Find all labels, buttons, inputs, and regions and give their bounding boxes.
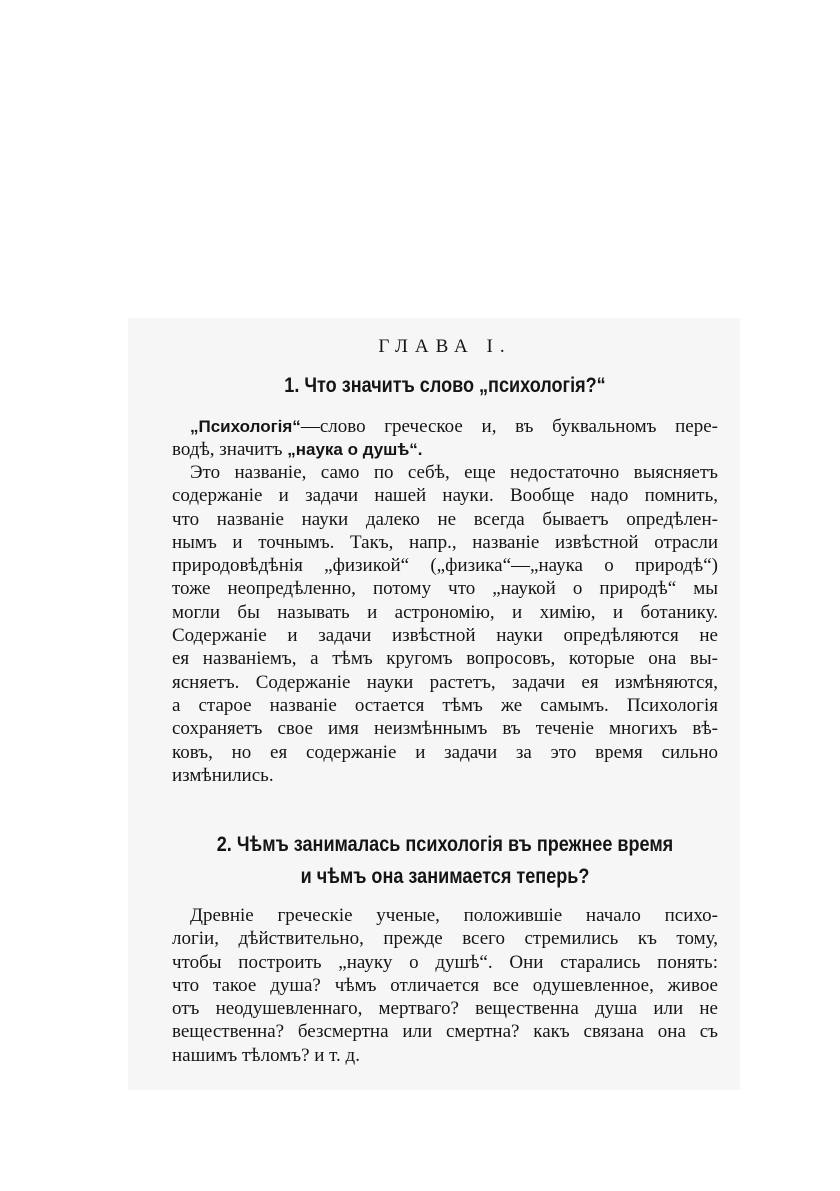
section-2-title-line: и чѣмъ она занимается теперь? <box>300 865 590 888</box>
term-psychology: „Психологія“ <box>190 417 301 436</box>
paragraph-line: содержаніе и задачи нашей науки. Вообще надо помнить, <box>172 485 718 507</box>
paragraph-line: тоже неопредѣленно, потому что „наукой о природѣ“ мы <box>172 578 718 600</box>
paragraph-line: ковъ, но ея содержаніе и задачи за это время сильно <box>172 741 718 763</box>
paragraph-line: нашимъ тѣломъ? и т. д. <box>172 1044 360 1066</box>
book-page <box>128 318 740 1090</box>
paragraph-line: нымъ и точнымъ. Такъ, напр., названіе извѣстной отрасли <box>172 531 718 553</box>
paragraph-line: логіи, дѣйствительно, прежде всего стремились къ тому, <box>172 928 718 950</box>
paragraph-line: измѣнились. <box>172 764 274 786</box>
paragraph-line <box>172 438 718 461</box>
section-2-paragraph-1 <box>172 904 718 1067</box>
paragraph-line: ея названіемъ, а тѣмъ кругомъ вопросовъ, которые она вы- <box>172 648 718 670</box>
paragraph-line <box>172 415 718 438</box>
paragraph-line: ясняетъ. Содержаніе науки растетъ, задачи ея измѣняются, <box>172 671 718 693</box>
paragraph-line: а старое названіе остается тѣмъ же самымъ. Психологія <box>172 694 718 716</box>
paragraph-line: могли бы называть и астрономію, и химію, и ботанику. <box>172 601 718 623</box>
section-1-paragraph-1 <box>172 415 718 462</box>
section-1-title-text: 1. Что значитъ слово „психологія?“ <box>284 374 606 397</box>
paragraph-line: вещественна? безсмертна или смертна? какъ связана она съ <box>172 1021 718 1043</box>
section-2-title <box>210 829 680 893</box>
emphasis-science-of-soul: „наука о душѣ“. <box>287 440 423 460</box>
section-1-paragraph-2 <box>172 461 718 787</box>
paragraph-line: что такое душа? чѣмъ отличается все одушевленное, живое <box>172 974 718 996</box>
section-1-title <box>210 370 680 402</box>
paragraph-line: природовѣдѣнія „физикой“ („физика“—„наука о природѣ“) <box>172 555 718 577</box>
paragraph-line: Содержаніе и задачи извѣстной науки опредѣляются не <box>172 625 718 647</box>
paragraph-line: чтобы построить „науку о душѣ“. Они старались понять: <box>172 951 718 973</box>
paragraph-line: сохраняетъ свое имя неизмѣннымъ въ теченіе многихъ вѣ- <box>172 718 718 740</box>
paragraph-line: что названіе науки далеко не всегда бываетъ опредѣлен- <box>172 508 718 530</box>
paragraph-line: Древніе греческіе ученые, положившіе начало психо- <box>190 905 718 926</box>
paragraph-line: Это названіе, само по себѣ, еще недостаточно выясняетъ <box>190 462 718 483</box>
line-text: водѣ, значитъ <box>172 439 288 461</box>
paragraph-line: отъ неодушевленнаго, мертваго? вещественна душа или не <box>172 998 718 1020</box>
line-text: —слово греческое и, въ буквальномъ пере- <box>300 416 718 437</box>
section-2-title-line: 2. Чѣмъ занималась психологія въ прежнее время <box>216 833 674 856</box>
chapter-heading: ГЛАВА I. <box>378 336 512 357</box>
